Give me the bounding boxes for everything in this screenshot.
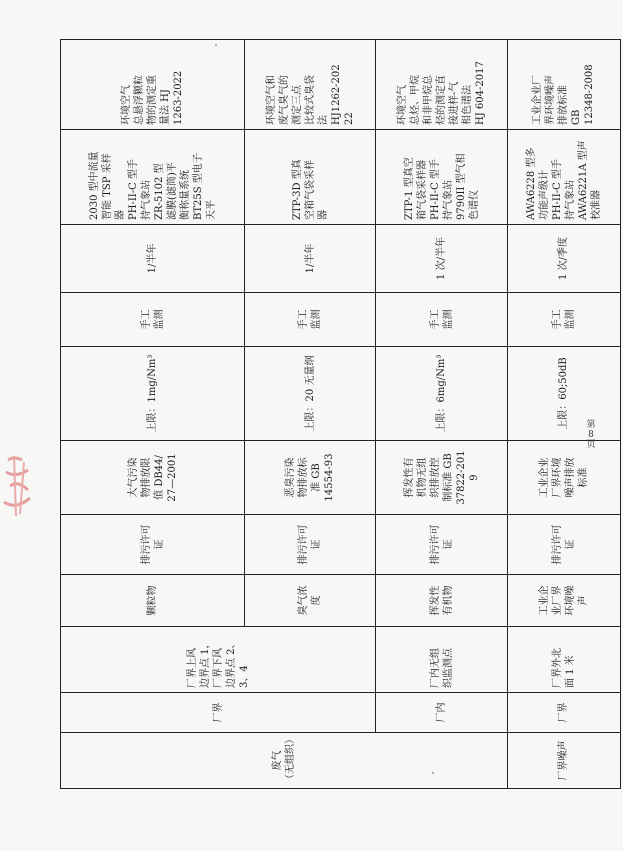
- cell-pollutant: 工业企 业厂界 环境噪 声: [507, 575, 620, 627]
- cell-mode: 手工 监测: [376, 293, 507, 347]
- cell-instrument: ZTP-3D 型真 空箱气袋采样 器: [245, 130, 376, 225]
- cell-mode: 手工 监测: [507, 293, 620, 347]
- cell-basis: 排污许可 证: [376, 515, 507, 575]
- cell-frequency: 1/半年: [245, 225, 376, 293]
- cell-basis: 排污许可 证: [245, 515, 376, 575]
- cell-point: 厂界上风 边界点 1， 厂界下风 边界点 2、 3、4: [61, 627, 376, 693]
- cell-basis: 排污许可 证: [61, 515, 245, 575]
- cell-method: 环境空气和 废气臭气的 测定三点 比较式臭袋 法 HJ1262-202 22: [245, 40, 376, 130]
- cell-standard: 大气污染 物排放限 值 DB44/ 27—2001: [61, 441, 245, 515]
- monitoring-table: [60, 39, 621, 789]
- cell-location: 厂界: [61, 693, 376, 733]
- cell-method: 环境空气 总悬浮颗粒 物的测定重 量法 HJ 1263-2022: [61, 40, 245, 130]
- page-number: 第 8 页: [586, 420, 596, 450]
- cell-location: 厂内: [376, 693, 507, 733]
- cell-basis: 排污许可 证: [507, 515, 620, 575]
- cell-pollutant: 颗粒物: [61, 575, 245, 627]
- red-seal-stamp-fragment: [0, 452, 40, 522]
- cell-limit: 上限：20 无量纲: [245, 347, 376, 441]
- table-row: [507, 40, 620, 789]
- table-row: [376, 40, 507, 789]
- cell-method: 环境空气 总烃、甲烷 和非甲烷总 烃的测定直 接进样-气 相色谱法 HJ 604-2017: [376, 40, 507, 130]
- cell-type: 废气 （无组织）: [61, 733, 508, 789]
- cell-point: 厂内无组 织监测点: [376, 627, 507, 693]
- cell-instrument: AWA6228 型多 功能声级计 PH-II-C 型手 持气象站 AWA6221A 型声 校准器: [507, 130, 620, 225]
- cell-instrument: 2030 型中流量 智能 TSP 采样 器 PH-II-C 型手 持气象站 ZR-5102 型 滤膜(滤筒)平 衡称量系统 BT25S 型电子 天平: [61, 130, 245, 225]
- cell-pollutant: 臭气浓 度: [245, 575, 376, 627]
- cell-limit: 上限：60;50dB: [507, 347, 620, 441]
- cell-frequency: 1 次/季度: [507, 225, 620, 293]
- cell-mode: 手工 监测: [245, 293, 376, 347]
- cell-standard: 工业企业 厂界环境 噪声排放 标准: [507, 441, 620, 515]
- table-row: [61, 40, 245, 789]
- cell-location: 厂界: [507, 693, 620, 733]
- cell-frequency: 1 次/半年: [376, 225, 507, 293]
- cell-type: 厂界噪声: [507, 733, 620, 789]
- cell-mode: 手工 监测: [61, 293, 245, 347]
- cell-point: 厂界外北 面 1 米: [507, 627, 620, 693]
- cell-standard: 恶臭污染 物排放标 准 GB 14554-93: [245, 441, 376, 515]
- cell-pollutant: 挥发性 有机物: [376, 575, 507, 627]
- scan-speck: [432, 772, 434, 774]
- cell-limit: 上限：6mg/Nm³: [376, 347, 507, 441]
- cell-instrument: ZTP-1 型真空 箱气袋采样器 PH-II-C 型手 持气象站 9790II 型气相 色谱仪: [376, 130, 507, 225]
- cell-frequency: 1/半年: [61, 225, 245, 293]
- cell-standard: 挥发性有 机物无组 织排放控 制标准 GB 37822-201 9: [376, 441, 507, 515]
- cell-method: 工业企业厂 界环境噪声 排放标准 GB 12348-2008: [507, 40, 620, 130]
- scan-speck: [215, 44, 217, 46]
- cell-limit: 上限：1mg/Nm³: [61, 347, 245, 441]
- monitoring-table-rotated: [60, 40, 621, 789]
